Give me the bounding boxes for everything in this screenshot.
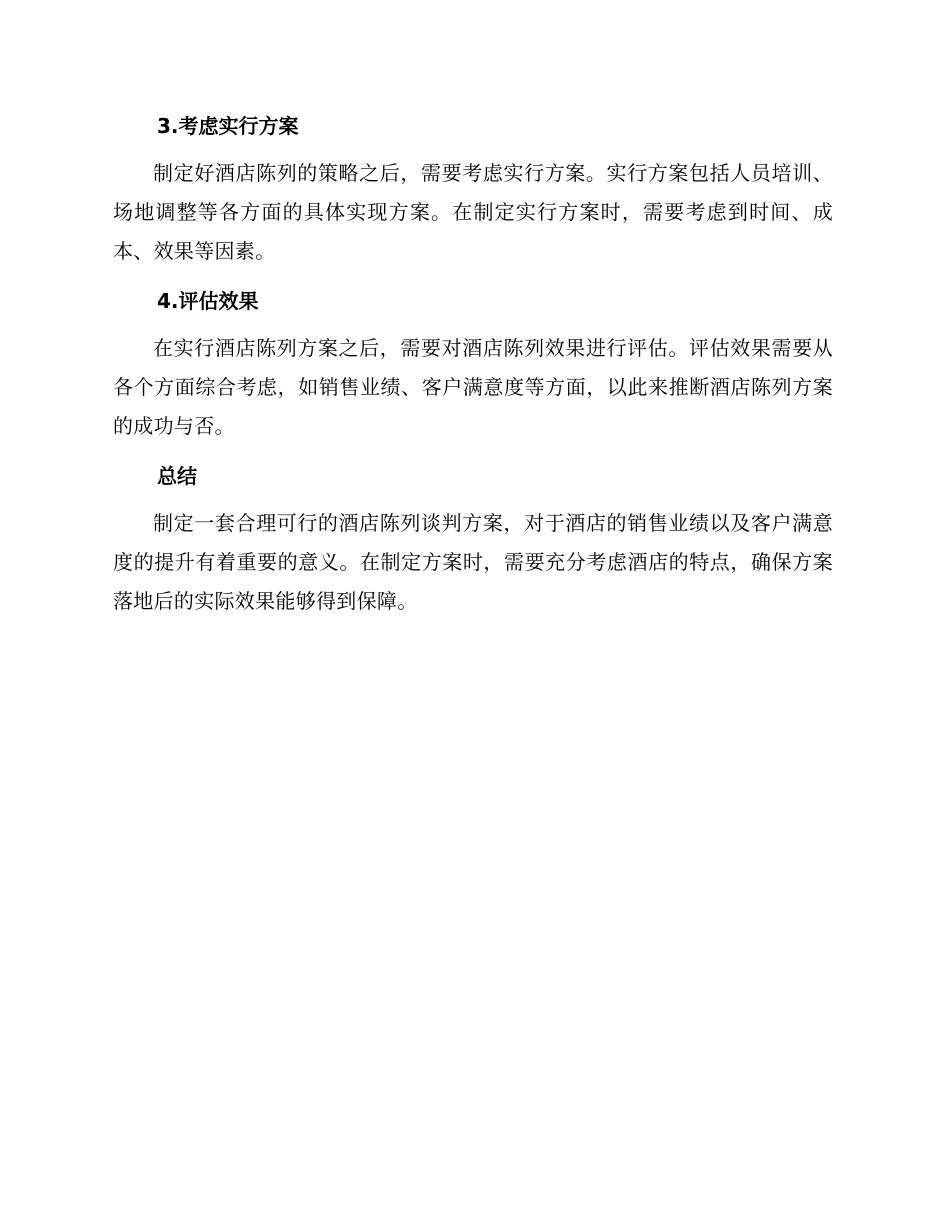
section-heading: 总结 xyxy=(157,464,197,488)
section-heading: 3.考虑实行方案 xyxy=(157,114,299,138)
section-heading: 4.评估效果 xyxy=(157,289,259,313)
section-paragraph: 在实行酒店陈列方案之后，需要对酒店陈列效果进行评估。评估效果需要从各个方面综合考虑，如销售业绩、客户满意度等方面，以此来推断酒店陈列方案的成功与否。 xyxy=(113,336,833,438)
section-paragraph: 制定好酒店陈列的策略之后，需要考虑实行方案。实行方案包括人员培训、场地调整等各方面的具体实现方案。在制定实行方案时，需要考虑到时间、成本、效果等因素。 xyxy=(113,161,833,263)
document-body xyxy=(113,108,833,633)
section-paragraph: 制定一套合理可行的酒店陈列谈判方案，对于酒店的销售业绩以及客户满意度的提升有着重要的意义。在制定方案时，需要充分考虑酒店的特点，确保方案落地后的实际效果能够得到保障。 xyxy=(113,511,833,613)
section-summary xyxy=(113,458,833,621)
section-implementation xyxy=(113,108,833,271)
section-evaluation xyxy=(113,283,833,446)
